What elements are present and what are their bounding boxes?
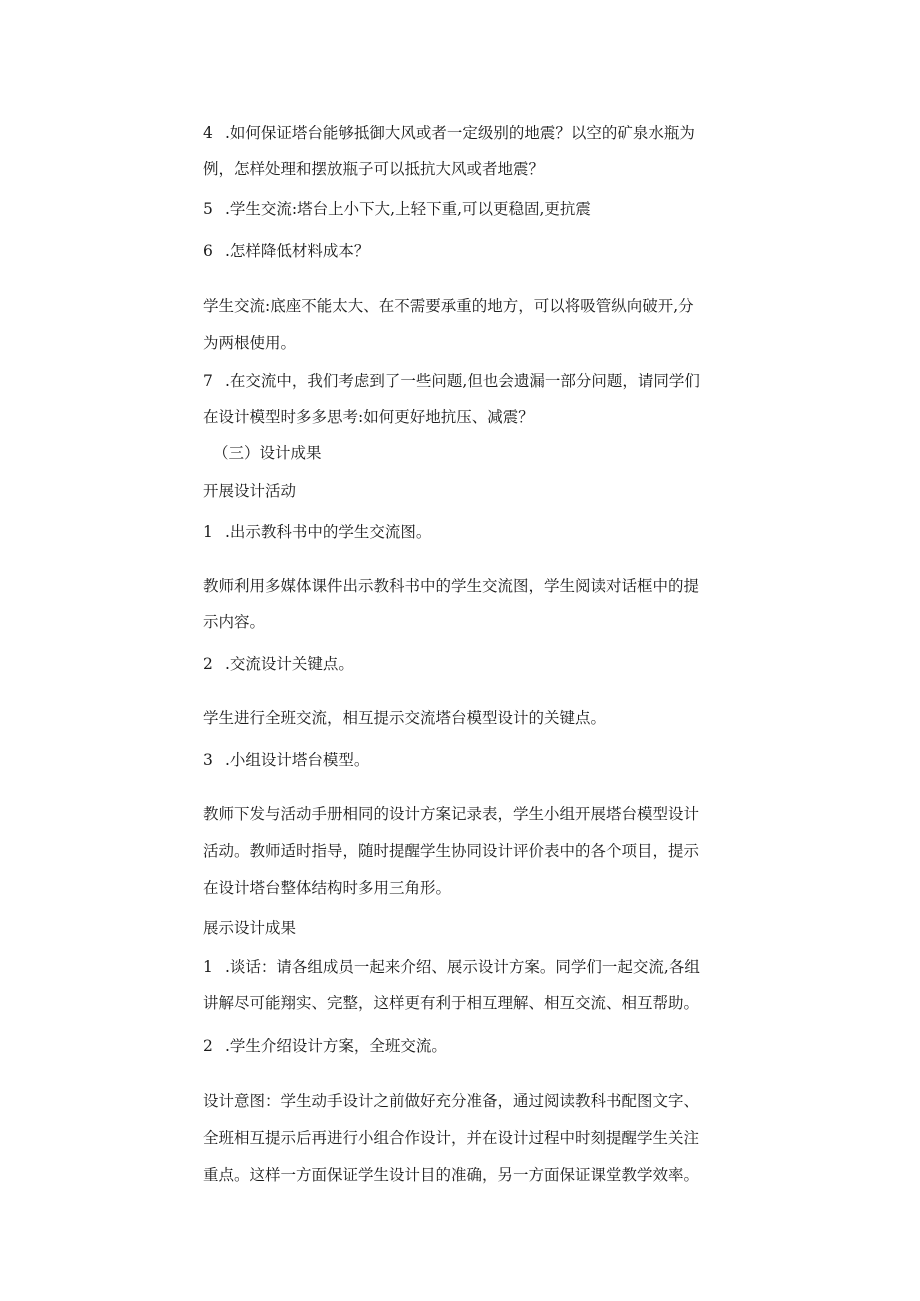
design-intent-line-3: 重点。这样一方面保证学生设计目的准确，另一方面保证课堂教学效率。: [203, 1166, 700, 1184]
item-4-line-1: [203, 123, 695, 143]
item-number: 2: [203, 655, 213, 673]
step-1: [203, 522, 431, 542]
step-3-desc-line-1: 教师下发与活动手册相同的设计方案记录表，学生小组开展塔台模型设计: [203, 805, 700, 823]
design-intent-line-2: 全班相互提示后再进行小组合作设计，并在设计过程中时刻提醒学生关注: [203, 1129, 700, 1147]
student-exchange-line-1: 学生交流:底座不能太大、在不需要承重的地方，可以将吸管纵向破开,分: [203, 297, 694, 315]
item-5-line-1: [203, 199, 591, 219]
show-step-2: [203, 1036, 447, 1056]
item-text: .谈话：请各组成员一起来介绍、展示设计方案。同学们一起交流,各组: [225, 958, 700, 976]
item-number: 5: [203, 200, 213, 218]
item-text: .出示教科书中的学生交流图。: [225, 523, 432, 541]
show-step-1-line-1: [203, 957, 700, 977]
item-text: .在交流中，我们考虑到了一些问题,但也会遗漏一部分问题，请同学们: [225, 372, 700, 390]
section-heading-3: （三）设计成果: [213, 444, 322, 462]
item-number: 2: [203, 1037, 213, 1055]
step-3-desc-line-2: 活动。教师适时指导，随时提醒学生协同设计评价表中的各个项目，提示: [203, 842, 700, 860]
item-4-line-2: 例，怎样处理和摆放瓶子可以抵抗大风或者地震？: [203, 160, 545, 178]
item-number: 3: [203, 751, 213, 769]
subheading-show-results: 展示设计成果: [203, 919, 297, 937]
student-exchange-line-2: 为两根使用。: [203, 334, 297, 352]
step-2-desc-line-1: 学生进行全班交流，相互提示交流塔台模型设计的关键点。: [203, 709, 607, 727]
item-text: .如何保证塔台能够抵御大风或者一定级别的地震？以空的矿泉水瓶为: [225, 124, 695, 142]
item-7-line-2: 在设计模型时多多思考:如何更好地抗压、减震？: [203, 408, 534, 426]
item-number: 1: [203, 958, 213, 976]
item-text: .学生交流:塔台上小下大,上轻下重,可以更稳固,更抗震: [225, 200, 591, 218]
design-intent-line-1: 设计意图：学生动手设计之前做好充分准备，通过阅读教科书配图文字、: [203, 1092, 700, 1110]
item-number: 4: [203, 124, 213, 142]
item-number: 7: [203, 372, 213, 390]
item-7-line-1: [203, 371, 700, 391]
step-1-desc-line-1: 教师利用多媒体课件出示教科书中的学生交流图，学生阅读对话框中的提: [203, 577, 700, 595]
step-2: [203, 654, 354, 674]
item-number: 1: [203, 523, 213, 541]
step-3-desc-line-3: 在设计塔台整体结构时多用三角形。: [203, 879, 452, 897]
step-3: [203, 750, 369, 770]
item-number: 6: [203, 242, 213, 260]
item-text: .学生介绍设计方案，全班交流。: [225, 1037, 447, 1055]
item-text: .怎样降低材料成本？: [225, 242, 370, 260]
item-text: .小组设计塔台模型。: [225, 751, 370, 769]
show-step-1-line-2: 讲解尽可能翔实、完整，这样更有利于相互理解、相互交流、相互帮助。: [203, 994, 700, 1012]
subheading-design-activity: 开展设计活动: [203, 482, 297, 500]
item-6-line-1: [203, 241, 369, 261]
step-1-desc-line-2: 示内容。: [203, 613, 266, 631]
item-text: .交流设计关键点。: [225, 655, 354, 673]
